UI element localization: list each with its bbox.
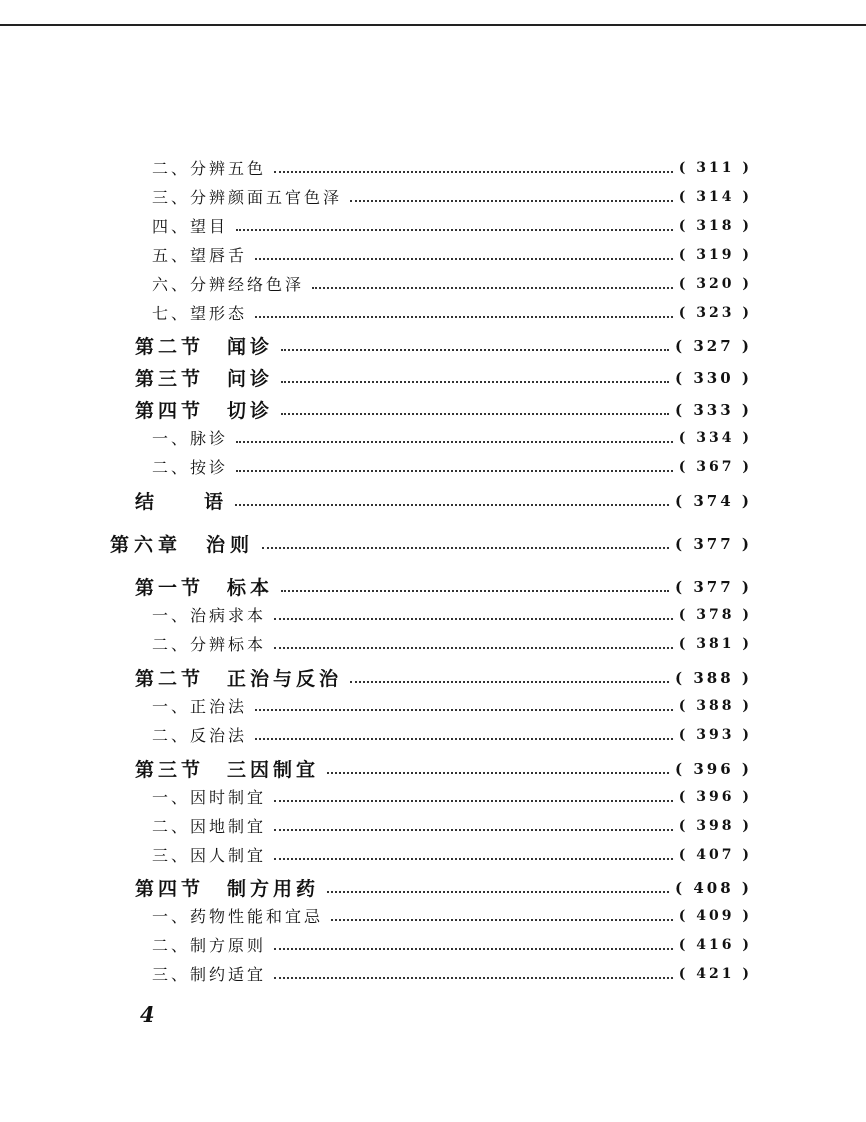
toc-entry — [152, 904, 752, 927]
toc-entry-page: ( 320 ) — [678, 275, 752, 292]
toc-entry-label: 一、治病求本 — [152, 606, 267, 625]
toc-entry — [152, 694, 752, 717]
toc-section — [135, 664, 752, 691]
toc-entry-page: ( 416 ) — [678, 936, 752, 953]
toc-chapter-label: 第六章 治则 — [110, 534, 255, 556]
toc-entry — [152, 603, 752, 626]
toc-section-label: 第一节 标本 — [135, 577, 274, 599]
toc-entry-label: 六、分辨经络色泽 — [152, 275, 305, 294]
toc-entry — [152, 243, 752, 266]
toc-entry — [152, 632, 752, 655]
toc-entry-page: ( 396 ) — [678, 788, 752, 805]
toc-entry-page: ( 319 ) — [678, 246, 752, 263]
toc-section-label: 第三节 问诊 — [135, 368, 274, 390]
toc-entry — [152, 272, 752, 295]
dot-leader — [327, 772, 669, 774]
dot-leader — [274, 977, 673, 979]
dot-leader — [281, 590, 669, 592]
toc-section-page: ( 396 ) — [675, 759, 752, 778]
dot-leader — [281, 413, 669, 415]
toc-entry-page: ( 381 ) — [678, 635, 752, 652]
dot-leader — [235, 504, 669, 506]
toc-entry-label: 五、望唇舌 — [152, 246, 248, 265]
toc-entry — [152, 723, 752, 746]
toc-section-label: 结 语 — [135, 491, 228, 513]
toc-section — [135, 874, 752, 901]
dot-leader — [255, 316, 673, 318]
toc-entry-page: ( 409 ) — [678, 907, 752, 924]
toc-entry-page: ( 311 ) — [678, 159, 752, 176]
toc-section-page: ( 330 ) — [675, 368, 752, 387]
toc-entry-label: 一、药物性能和宜忌 — [152, 907, 324, 926]
toc-entry — [152, 933, 752, 956]
toc-entry — [152, 426, 752, 449]
toc-section-label: 第四节 切诊 — [135, 400, 274, 422]
toc-entry-label: 四、望目 — [152, 217, 229, 236]
toc-entry-label: 二、反治法 — [152, 726, 248, 745]
toc-entry — [152, 814, 752, 837]
toc-section — [135, 364, 752, 391]
toc-entry-label: 一、因时制宜 — [152, 788, 267, 807]
toc-entry-label: 二、分辨标本 — [152, 635, 267, 654]
toc-entry — [152, 185, 752, 208]
toc-entry-page: ( 314 ) — [678, 188, 752, 205]
toc-section — [135, 396, 752, 423]
page-number: 4 — [140, 1002, 155, 1027]
toc-entry — [152, 455, 752, 478]
dot-leader — [274, 829, 673, 831]
dot-leader — [281, 381, 669, 383]
toc-entry-label: 二、制方原则 — [152, 936, 267, 955]
dot-leader — [274, 171, 673, 173]
dot-leader — [236, 229, 673, 231]
toc-section-label: 第三节 三因制宜 — [135, 759, 320, 781]
toc-entry-page: ( 318 ) — [678, 217, 752, 234]
toc-section-page: ( 408 ) — [675, 878, 752, 897]
dot-leader — [236, 470, 673, 472]
dot-leader — [281, 349, 669, 351]
dot-leader — [274, 858, 673, 860]
toc-entry-page: ( 334 ) — [678, 429, 752, 446]
dot-leader — [312, 287, 673, 289]
toc-chapter-page: ( 377 ) — [675, 534, 752, 553]
toc-section — [135, 487, 752, 514]
toc-chapter — [110, 530, 752, 557]
toc-entry — [152, 301, 752, 324]
dot-leader — [331, 919, 673, 921]
toc-entry-page: ( 388 ) — [678, 697, 752, 714]
toc-section-label: 第二节 闻诊 — [135, 336, 274, 358]
toc-entry-label: 二、因地制宜 — [152, 817, 267, 836]
toc-section-page: ( 327 ) — [675, 336, 752, 355]
toc-section-label: 第二节 正治与反治 — [135, 668, 343, 690]
toc-entry-page: ( 407 ) — [678, 846, 752, 863]
dot-leader — [262, 547, 669, 549]
toc-section-label: 第四节 制方用药 — [135, 878, 320, 900]
toc-entry-label: 三、因人制宜 — [152, 846, 267, 865]
toc-entry-label: 二、分辨五色 — [152, 159, 267, 178]
dot-leader — [255, 738, 673, 740]
toc-entry — [152, 785, 752, 808]
toc-section — [135, 573, 752, 600]
toc-entry — [152, 843, 752, 866]
dot-leader — [274, 618, 673, 620]
toc-entry-page: ( 378 ) — [678, 606, 752, 623]
toc-section-page: ( 333 ) — [675, 400, 752, 419]
dot-leader — [350, 681, 669, 683]
toc-entry-page: ( 398 ) — [678, 817, 752, 834]
dot-leader — [327, 891, 669, 893]
toc-entry-page: ( 367 ) — [678, 458, 752, 475]
dot-leader — [255, 258, 673, 260]
toc-entry-label: 七、望形态 — [152, 304, 248, 323]
toc-entry-label: 一、脉诊 — [152, 429, 229, 448]
dot-leader — [350, 200, 673, 202]
toc-entry-label: 二、按诊 — [152, 458, 229, 477]
toc-section-page: ( 377 ) — [675, 577, 752, 596]
dot-leader — [255, 709, 673, 711]
dot-leader — [236, 441, 673, 443]
toc-section-page: ( 388 ) — [675, 668, 752, 687]
toc-section — [135, 332, 752, 359]
dot-leader — [274, 800, 673, 802]
toc-section-page: ( 374 ) — [675, 491, 752, 510]
toc-entry — [152, 156, 752, 179]
toc-entry-page: ( 421 ) — [678, 965, 752, 982]
toc-entry-page: ( 323 ) — [678, 304, 752, 321]
dot-leader — [274, 948, 673, 950]
toc-entry-label: 三、分辨颜面五官色泽 — [152, 188, 343, 207]
toc-entry — [152, 962, 752, 985]
toc-entry-label: 一、正治法 — [152, 697, 248, 716]
toc-entry-label: 三、制约适宜 — [152, 965, 267, 984]
toc-section — [135, 755, 752, 782]
toc-entry — [152, 214, 752, 237]
toc-entry-page: ( 393 ) — [678, 726, 752, 743]
dot-leader — [274, 647, 673, 649]
